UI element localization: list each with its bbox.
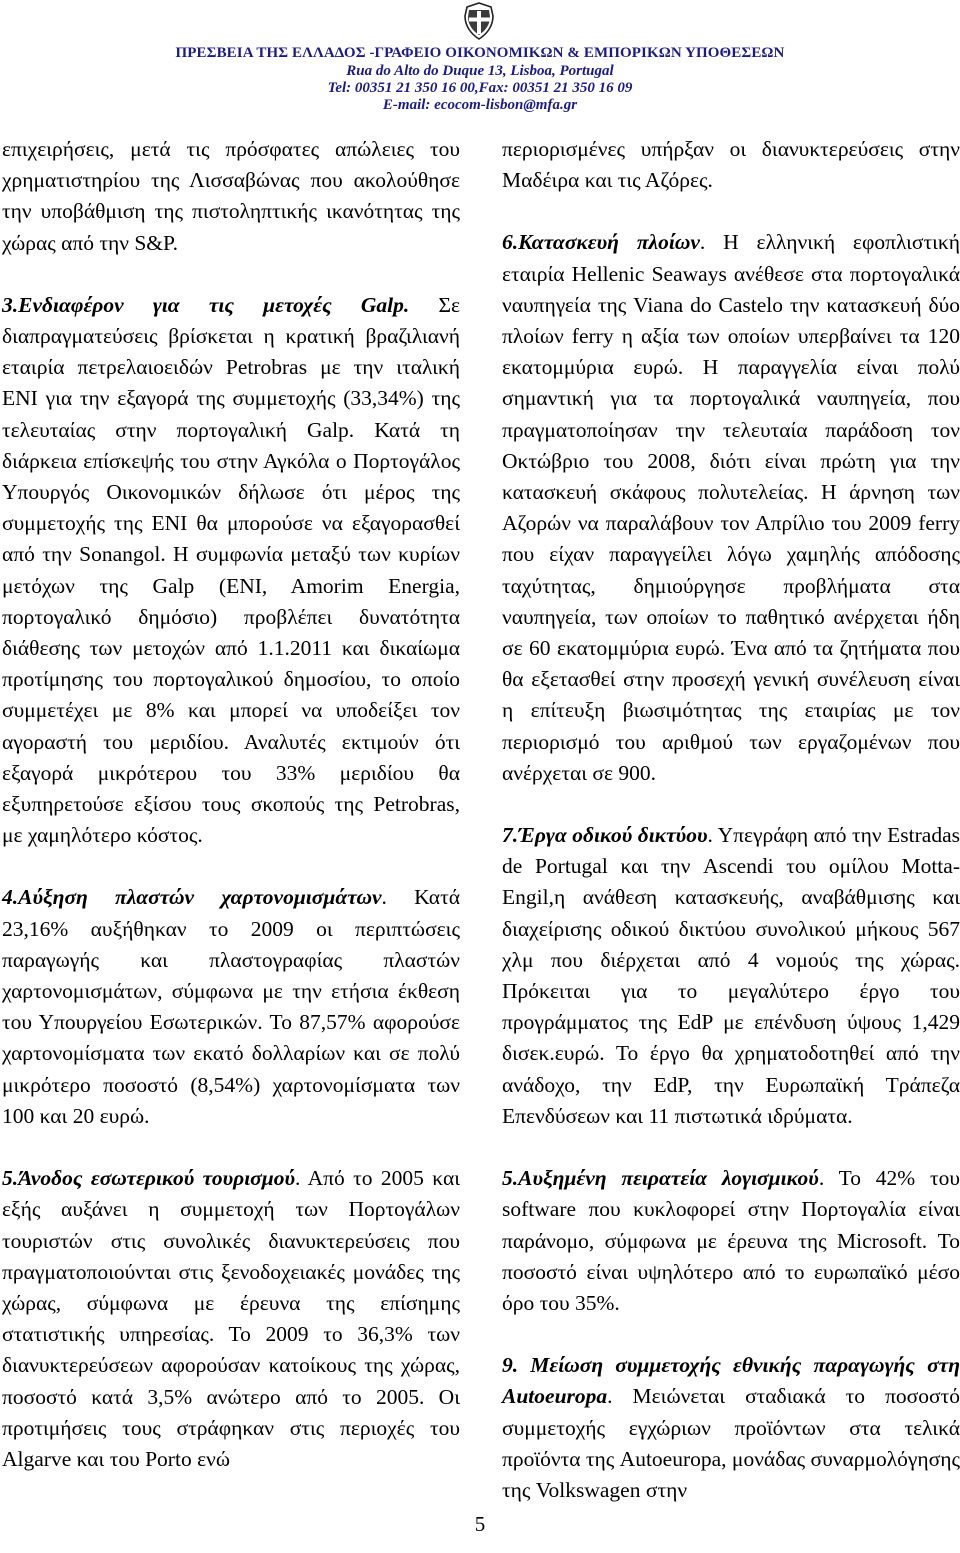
section-9-autoeuropa <box>502 1350 960 1506</box>
section-6-shipbuilding <box>502 227 960 789</box>
section-5-tourism <box>2 1163 460 1475</box>
section-5-body: . Από το 2005 και εξής αυξάνει η συμμετοχή των Πορτογάλων τουριστών στις συνολικές διανυκτερεύσεις που πραγματοποιούνται στις ξενοδοχειακές μονάδες της χώρας, σύμφωνα με έρευνα της επίσημης στατιστικής υπηρεσίας. Το 2009 το 36,3% των διανυκτερεύσεων αφορούσαν κατοίκους της χώρας, ποσοστό κατά 3,5% ανώτερο από το 2005. Οι προτιμήσεις τους στράφηκαν στις περιοχές του Algarve και του Porto ενώ <box>2 1166 460 1471</box>
paragraph-continued: περιορισμένες υπήρξαν οι διανυκτερεύσεις στην Μαδέιρα και τις Αζόρες. <box>502 137 960 193</box>
embassy-phone-fax: Tel: 00351 21 350 16 00,Fax: 00351 21 350 16 09 <box>327 80 633 96</box>
section-3-heading: 3.Ενδιαφέρον για τις μετοχές Galp. <box>2 292 410 317</box>
greek-coat-of-arms-icon <box>461 2 497 40</box>
left-column <box>2 134 460 1506</box>
section-7-heading: 7.Έργα οδικού δικτύου <box>502 823 708 848</box>
section-6-body: . Η ελληνική εφοπλιστική εταιρία Hellenic Seaways ανέθεσε στα πορτογαλικά ναυπηγεία της Viana do Castelo την κατασκευή δύο πλοίων ferry η αξία των οποίων υπερβαίνει τα 120 εκατομμύρια ευρώ. Η παραγγελία είναι πολύ σημαντική για τα πορτογαλικά ναυπηγεία, που πραγματοποίησαν την τελευταία παράδοση τον Οκτώβριο του 2008, διότι είναι πρώτη για την κατασκευή σκάφους πολυτελείας. Η άρνηση των Αζορών να παραλάβουν τον Απρίλιο του 2009 ferry που είχαν παραγγείλει λόγω χαμηλής απόδοσης ταχύτητας, δημιούργησε προβλήματα στα ναυπηγεία, των οποίων το παθητικό ανέρχεται ήδη σε 60 εκατομμύρια ευρώ. Ένα από τα ζητήματα που θα εξετασθεί στην προσεχή γενική συνέλευση είναι η επίτευξη βιωσιμότητας της εταιρίας με τον περιορισμό του αριθμού των εργαζομένων που ανέρχεται σε 900. <box>502 230 960 785</box>
embassy-title: ΠΡΕΣΒΕΙΑ ΤΗΣ ΕΛΛΑΔΟΣ -ΓΡΑΦΕΙΟ ΟΙΚΟΝΟΜΙΚΩΝ & ΕΜΠΟΡΙΚΩΝ ΥΠΟΘΕΣΕΩΝ <box>175 45 785 61</box>
section-4-body: . Κατά 23,16% αυξήθηκαν το 2009 οι περιπτώσεις παραγωγής και πλαστογραφίας πλαστών χαρτονομισμάτων, σύμφωνα με την ετήσια έκθεση του Υπουργείου Εσωτερικών. Το 87,57% αφορούσε χαρτονομίσματα των εκατό δολλαρίων και σε πολύ μικρότερο ποσοστό (8,54%) χαρτονομίσματα των 100 και 20 ευρώ. <box>2 885 460 1128</box>
section-9-body: . Μειώνεται σταδιακά το ποσοστό συμμετοχής εγχώριων προϊόντων στα τελικά προϊόντα της Autoeuropa, μονάδας συναρμολόγησης της Volkswagen στην <box>502 1384 960 1502</box>
section-8-body: . Το 42% του software που κυκλοφορεί στην Πορτογαλία είναι παράνομο, σύμφωνα με έρευνα της Microsoft. Το ποσοστό είναι υψηλότερο από το ευρωπαϊκό μέσο όρο του 35%. <box>502 1166 960 1315</box>
page-number: 5 <box>474 1512 486 1536</box>
section-3-galp <box>2 290 460 852</box>
section-8-heading: 5.Αυξημένη πειρατεία λογισμικού <box>502 1166 819 1191</box>
letterhead <box>0 44 960 114</box>
embassy-email: E-mail: ecocom-lisbon@mfa.gr <box>382 97 578 113</box>
section-4-heading: 4.Αύξηση πλαστών χαρτονομισμάτων <box>2 885 382 910</box>
section-6-heading: 6.Κατασκευή πλοίων <box>502 230 700 255</box>
section-4-counterfeit <box>2 882 460 1132</box>
section-7-body: . Υπεγράφη από την Estradas de Portugal και την Ascendi του ομίλου Motta-Engil,η ανάθεση κατασκευής, αναβάθμισης και διαχείρισης οδικού δικτύου συνολικού μήκους 567 χλμ που διέρχεται από 4 νομούς της χώρας. Πρόκειται για το μεγαλύτερο έργο του προγράμματος της EdP με επένδυση ύψους 1,429 δισεκ.ευρώ. Το έργο θα χρηματοδοτηθεί από την ανάδοχο, την EdP, την Ευρωπαϊκή Τράπεζα Επενδύσεων και 11 πιστωτικά ιδρύματα. <box>502 823 960 1128</box>
section-9-heading: 9. Μείωση συμμετοχής εθνικής παραγωγής στη Autoeuropa <box>502 1353 960 1409</box>
section-5-heading: 5.Άνοδος εσωτερικού τουρισμού <box>2 1166 296 1191</box>
paragraph-continued: επιχειρήσεις, μετά τις πρόσφατες απώλειες του χρηματιστηρίου της Λισσαβώνας που ακολούθησε την υποβάθμιση της πιστοληπτικής ικανότητας της χώρας από την S&P. <box>2 137 460 255</box>
section-3-body: Σε διαπραγματεύσεις βρίσκεται η κρατική βραζιλιανή εταιρία πετρελαιοειδών Petrobras με την ιταλική ENI για την εξαγορά της συμμετοχής (33,34%) της τελευταίας στην πορτογαλική Galp. Κατά τη διάρκεια επίσκεψής του στην Αγκόλα ο Πορτογάλος Υπουργός Οικονομικών δήλωσε ότι μέρος της συμμετοχής της ENI θα μπορούσε να εξαγορασθεί από την Sonangol. Η συμφωνία μεταξύ των κυρίων μετόχων της Galp (ENI, Amorim Energia, πορτογαλικό δημόσιο) προβλέπει δυνατότητα διάθεσης των μετοχών από 1.1.2011 και δικαίωμα προτίμησης του πορτογαλικού δημοσίου, το οποίο συμμετέχει με 8% και μπορεί να υποδείξει τον αγοραστή του μεριδίου. Αναλυτές εκτιμούν ότι εξαγορά μικρότερου του 33% μεριδίου θα εξυπηρετούσε εξίσου τους σκοπούς της Petrobras, με χαμηλότερο κόστος. <box>2 292 460 848</box>
embassy-address: Rua do Alto do Duque 13, Lisboa, Portugal <box>346 63 614 79</box>
right-column <box>502 134 960 1537</box>
section-7-roads <box>502 820 960 1132</box>
section-8-software-piracy <box>502 1163 960 1319</box>
